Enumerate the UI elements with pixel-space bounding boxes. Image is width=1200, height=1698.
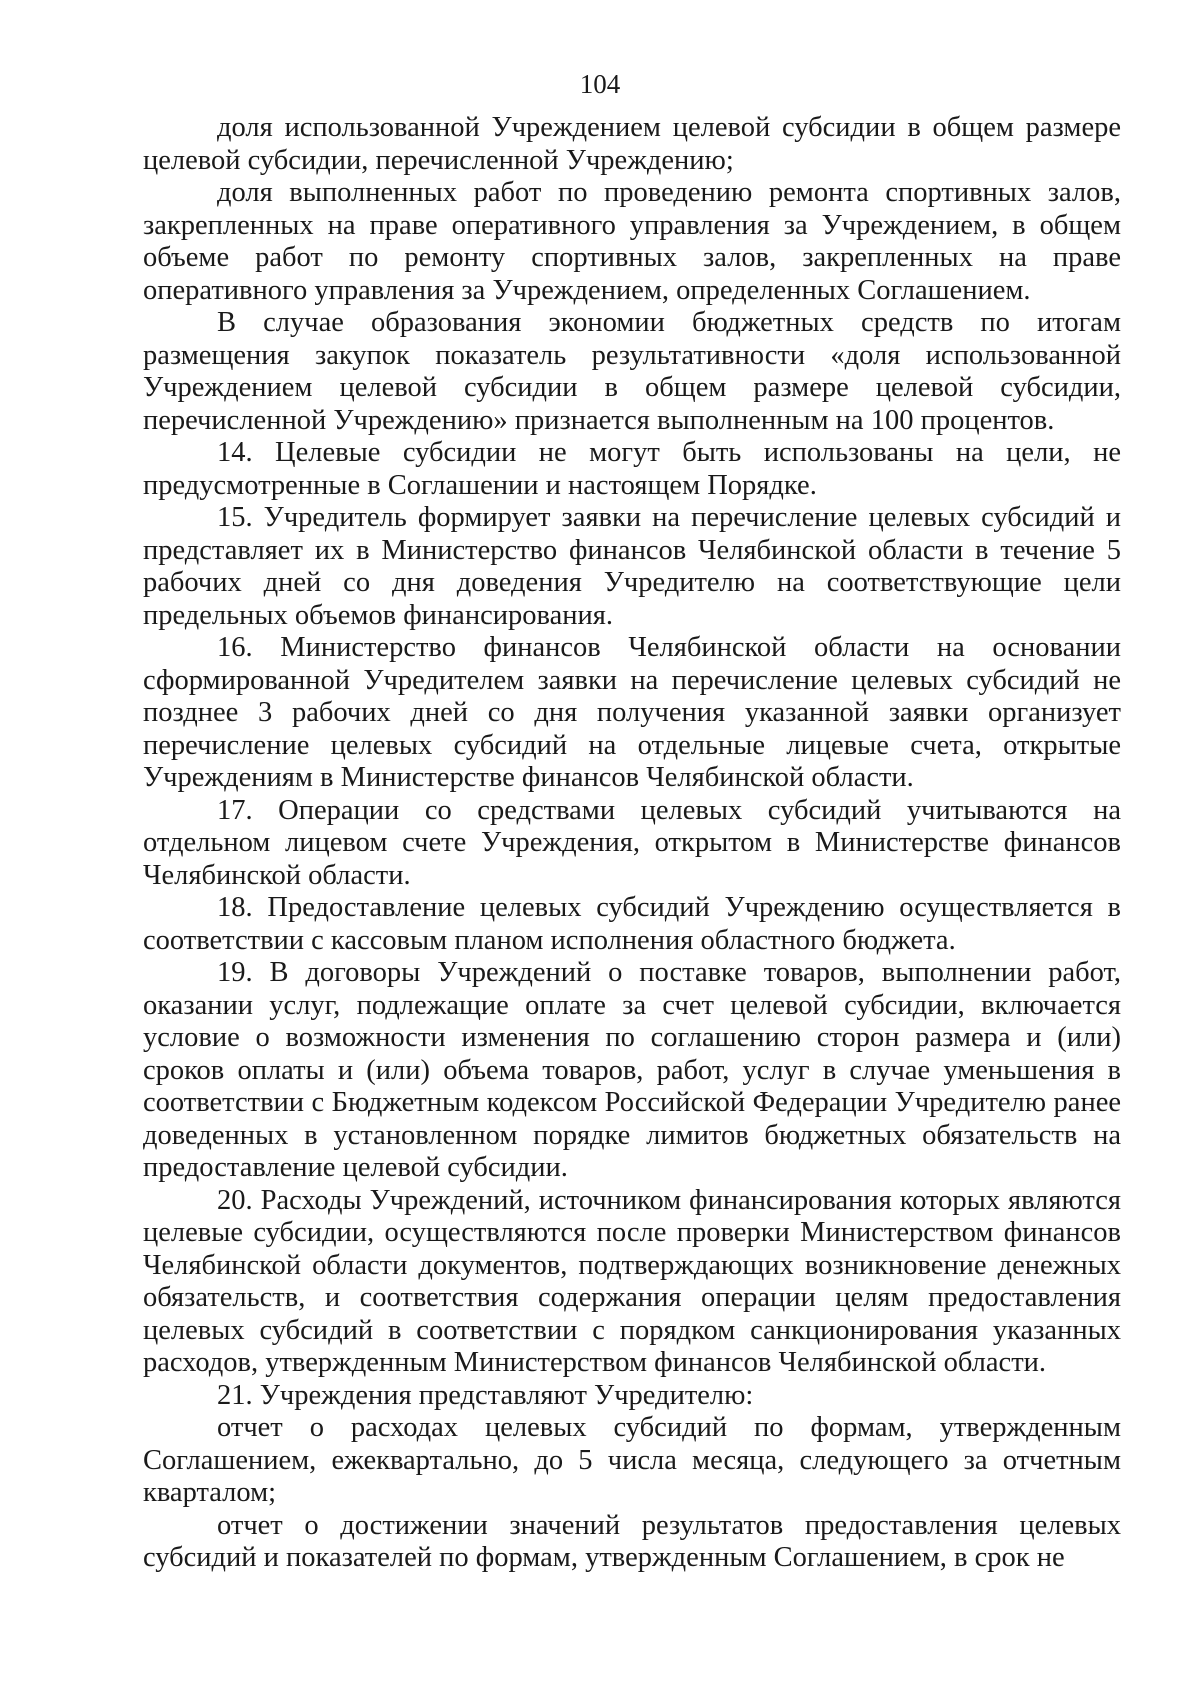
paragraph-item-19: 19. В договоры Учреждений о поставке товаров, выполнении работ, оказании услуг, подлежащие оплате за счет целевой субсидии, включается условие о возможности изменения по соглашению сторон размера и (или) сроков оплаты и (или) объема товаров, работ, услуг в случае уменьшения в соответствии с Бюджетным кодексом Российской Федерации Учредителю ранее доведенных в установленном порядке лимитов бюджетных обязательств на предоставление целевой субсидии. [143,957,1121,1183]
paragraph: доля использованной Учреждением целевой субсидии в общем размере целевой субсидии, перечисленной Учреждению; [143,112,1121,176]
paragraph-item-18: 18. Предоставление целевых субсидий Учреждению осуществляется в соответствии с кассовым планом исполнения областного бюджета. [143,892,1121,956]
paragraph-item-15: 15. Учредитель формирует заявки на перечисление целевых субсидий и представляет их в Министерство финансов Челябинской области в течение 5 рабочих дней со дня доведения Учредителю на соответствующие цели предельных объемов финансирования. [143,502,1121,631]
paragraph-item-20: 20. Расходы Учреждений, источником финансирования которых являются целевые субсидии, осуществляются после проверки Министерством финансов Челябинской области документов, подтверждающих возникновение денежных обязательств, и соответствия содержания операции целям предоставления целевых субсидий в соответствии с порядком санкционирования указанных расходов, утвержденным Министерством финансов Челябинской области. [143,1184,1121,1378]
paragraph: отчет о достижении значений результатов предоставления целевых субсидий и показателей по формам, утвержденным Соглашением, в срок не [143,1509,1121,1573]
paragraph-item-16: 16. Министерство финансов Челябинской области на основании сформированной Учредителем заявки на перечисление целевых субсидий не позднее 3 рабочих дней со дня получения указанной заявки организует перечисление целевых субсидий на отдельные лицевые счета, открытые Учреждениям в Министерстве финансов Челябинской области. [143,632,1121,793]
paragraph: отчет о расходах целевых субсидий по формам, утвержденным Соглашением, ежеквартально, до 5 числа месяца, следующего за отчетным кварталом; [143,1412,1121,1508]
paragraph-item-21: 21. Учреждения представляют Учредителю: [217,1379,754,1411]
paragraph: В случае образования экономии бюджетных средств по итогам размещения закупок показатель результативности «доля использованной Учреждением целевой субсидии в общем размере целевой субсидии, перечисленной Учреждению» признается выполненным на 100 процентов. [143,307,1121,436]
paragraph-item-17: 17. Операции со средствами целевых субсидий учитываются на отдельном лицевом счете Учреждения, открытом в Министерстве финансов Челябинской области. [143,794,1121,891]
paragraph: доля выполненных работ по проведению ремонта спортивных залов, закрепленных на праве оперативного управления за Учреждением, в общем объеме работ по ремонту спортивных залов, закрепленных на праве оперативного управления за Учреждением, определенных Соглашением. [143,177,1121,306]
page-number: 104 [579,69,621,99]
paragraph-item-14: 14. Целевые субсидии не могут быть использованы на цели, не предусмотренные в Соглашении и настоящем Порядке. [143,437,1121,501]
document-body [143,112,1121,1575]
